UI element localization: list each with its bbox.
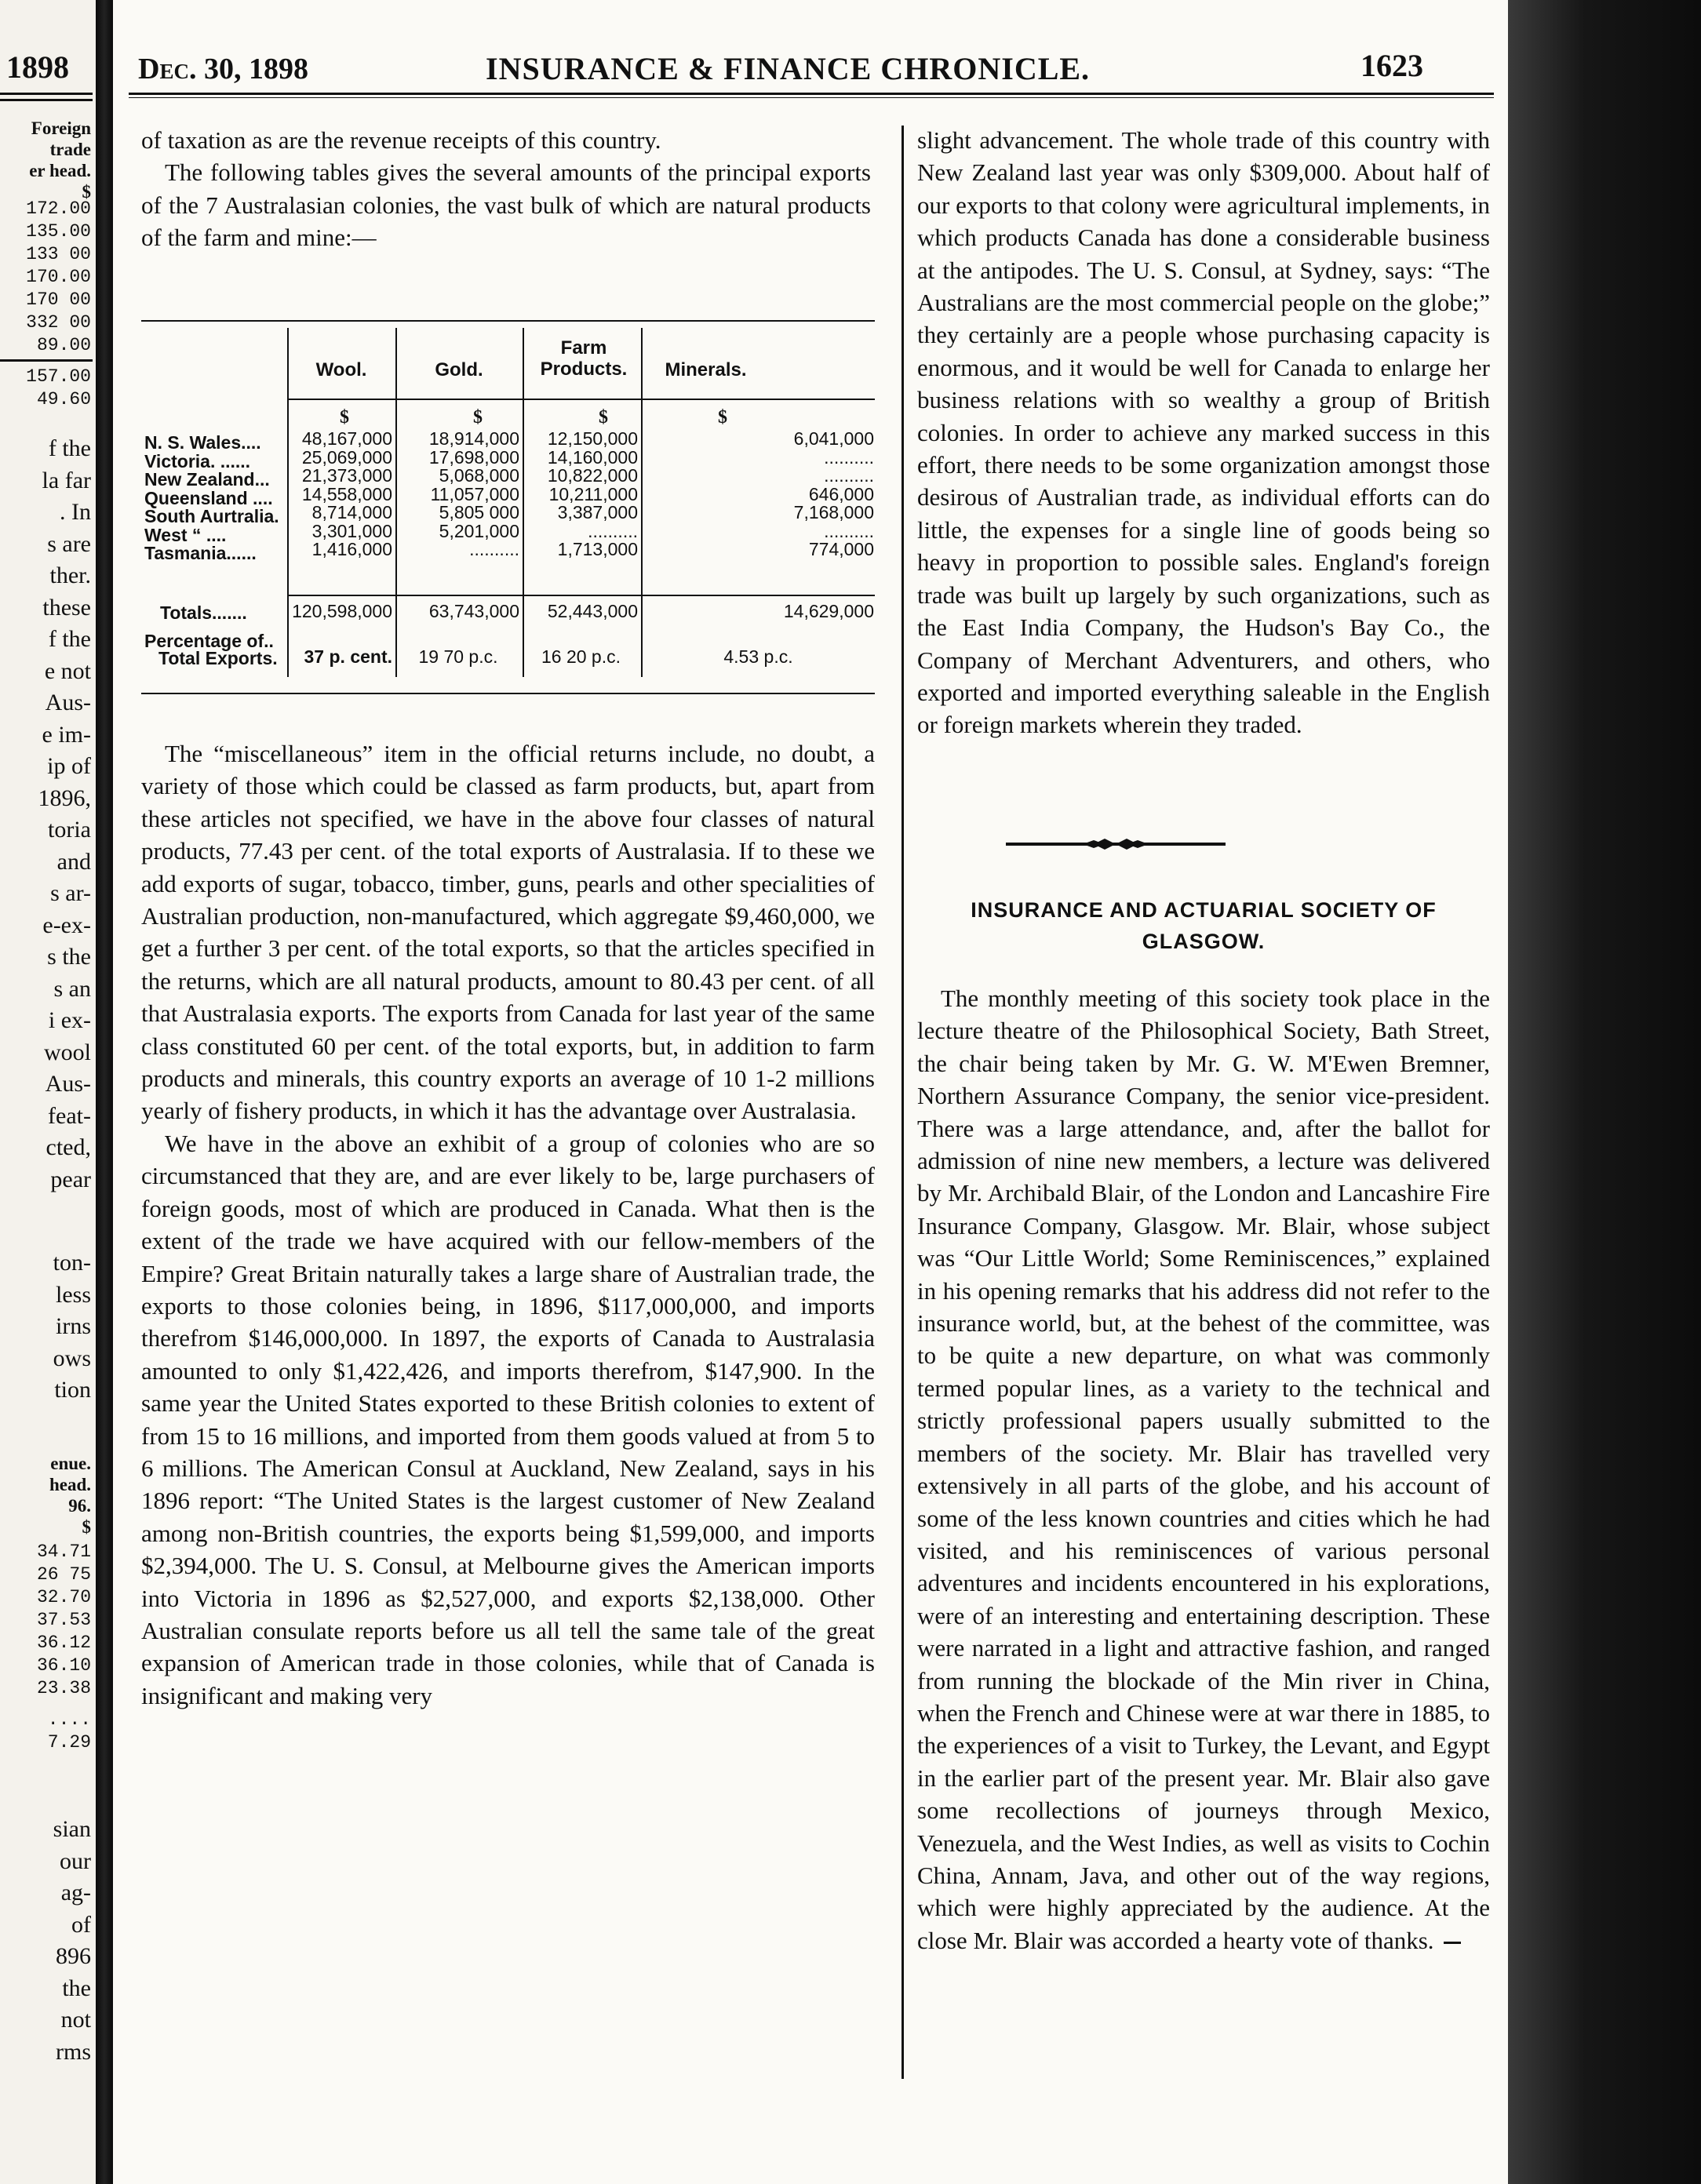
- table-cell: 646,000: [808, 483, 874, 504]
- percentage-label: Percentage of.. Total Exports.: [144, 631, 278, 668]
- left-column-body: [141, 737, 875, 1712]
- table-cell: 1,416,000: [311, 539, 392, 559]
- table-cell: 774,000: [808, 539, 874, 559]
- table-cell: 3,387,000: [557, 502, 638, 522]
- scan-background-edge: [1508, 0, 1701, 2184]
- table-cell: 5,805 000: [439, 502, 519, 522]
- percentage-wool: 37 p. cent.: [304, 646, 392, 667]
- percentage-farm-products: 16 20 p.c.: [541, 646, 621, 667]
- table-cell: 11,057,000: [430, 483, 519, 504]
- ornamental-divider-icon: [1006, 836, 1226, 852]
- previous-page-year: 1898: [6, 49, 69, 85]
- table-unit: $: [473, 407, 483, 428]
- paragraph: We have in the above an exhibit of a group of colonies who are so circumstanced that they are, and are ever likely to be, large purchasers of foreign goods, most of which are produced in Canada. What then is the extent of the trade we have acquired with our fellow-members of the Empire? Great Britain naturally takes a large share of Australian trade, the exports to those colonies being, in 1896, $117,000,000, and imports therefrom $146,000,000. In 1897, the exports of Canada to Australasia amounted to only $1,422,426, and imports therefrom, $147,900. In the same year the United States exported to these British colonies to extent of from 15 to 16 millions, and imported from them goods valued at from 5 to 6 millions. The American Consul at Auckland, New Zealand, says in his 1896 report: “The United States is the largest customer of New Zealand among non-British countries, the exports being $1,599,000, and imports $2,394,000. The U. S. Consul, at Melbourne gives the American imports into Victoria in 1896 as $2,527,000, and exports $2,138,000. Other Australian consulate reports before us all tell the same tale of the great expansion of American trade in those colonies, while that of Canada is insignificant and making very: [141, 1129, 875, 1709]
- totals-label: Totals.......: [160, 602, 247, 623]
- previous-page-text: f the la far . In s are ther. these f the e not Aus- e im- ip of 1896, toria and s ar- e-ex- s the s an i ex- wool Aus- feat- cted, pear: [38, 435, 91, 1192]
- table-cell: ..........: [824, 520, 874, 541]
- table-unit: $: [599, 407, 608, 428]
- previous-page-numbers: 172.00 135.00 133 00 170.00 170 00 332 00 89.00: [26, 198, 91, 355]
- percentage-gold: 19 70 p.c.: [418, 646, 498, 667]
- table-row-labels: [144, 434, 279, 563]
- previous-page-rule: [0, 359, 93, 362]
- table-unit: $: [718, 407, 727, 428]
- table-row-label: Tasmania......: [144, 543, 257, 563]
- table-sum-rule: [287, 595, 875, 596]
- previous-page-numbers: .... 7.29: [47, 1709, 91, 1753]
- table-header-minerals: Minerals.: [665, 359, 747, 380]
- previous-page-heading: enue. head. 96. $: [49, 1454, 91, 1537]
- table-cell: ..........: [824, 446, 874, 468]
- end-mark: [1444, 1942, 1461, 1944]
- table-cell: ..........: [824, 465, 874, 486]
- table-bottom-rule: [141, 693, 875, 694]
- previous-page-numbers: 34.71 26 75 32.70 37.53 36.12 36.10 23.38: [36, 1542, 91, 1698]
- table-cell: 14,558,000: [301, 483, 392, 504]
- previous-page-rule: [0, 99, 93, 101]
- table-cell: ..........: [588, 520, 638, 541]
- table-column-minerals: [643, 430, 874, 559]
- table-cell: 14,160,000: [547, 446, 638, 468]
- table-header-rule: [287, 399, 875, 400]
- table-cell: 10,211,000: [548, 483, 638, 504]
- table-column-wool: [289, 430, 392, 559]
- table-cell: 3,301,000: [311, 520, 392, 541]
- column-divider: [901, 126, 904, 2079]
- table-cell: 5,201,000: [439, 520, 519, 541]
- book-binding-gutter: [96, 0, 113, 2184]
- right-column-article: [917, 982, 1490, 1956]
- table-cell: 10,822,000: [547, 465, 638, 486]
- previous-page-numbers: 157.00 49.60: [26, 366, 91, 410]
- header-rule: [129, 93, 1494, 95]
- total-gold: 63,743,000: [428, 601, 519, 621]
- table-row-label: New Zealand...: [144, 469, 270, 490]
- table-cell: 8,714,000: [311, 502, 392, 522]
- paragraph: The following tables gives the several amounts of the principal exports of the 7 Australasian colonies, the vast bulk of which are natural products of the farm and mine:—: [141, 158, 871, 252]
- table-header-wool: Wool.: [315, 359, 367, 380]
- table-top-rule: [141, 320, 875, 322]
- total-wool: 120,598,000: [292, 601, 392, 621]
- table-cell: 5,068,000: [439, 465, 519, 486]
- newspaper-page: [113, 0, 1508, 2184]
- total-minerals: 14,629,000: [783, 601, 874, 621]
- table-row-label: Queensland ....: [144, 487, 273, 508]
- previous-page-text: sian our ag- of 896 the not rms: [53, 1816, 91, 2065]
- table-cell: 18,914,000: [428, 428, 519, 449]
- table-cell: ..........: [469, 539, 519, 559]
- table-header-gold: Gold.: [435, 359, 483, 380]
- table-cell: 48,167,000: [301, 428, 392, 449]
- page-number: 1623: [1360, 48, 1423, 83]
- table-unit: $: [340, 407, 349, 428]
- header-rule: [129, 97, 1494, 98]
- table-cell: 12,150,000: [547, 428, 638, 449]
- page-date: Dec. 30, 1898: [138, 53, 308, 86]
- percentage-minerals: 4.53 p.c.: [723, 646, 793, 667]
- table-cell: 7,168,000: [793, 502, 874, 522]
- section-heading: INSURANCE AND ACTUARIAL SOCIETY OF GLASGOW.: [971, 898, 1437, 953]
- right-column-continuation: [917, 124, 1490, 741]
- table-cell: 1,713,000: [557, 539, 638, 559]
- previous-page-rule: [0, 93, 93, 95]
- previous-page-heading: Foreign trade er head. $: [29, 118, 91, 202]
- left-column-intro: [141, 124, 871, 254]
- total-farm-products: 52,443,000: [547, 601, 638, 621]
- table-row-label: West “ ....: [144, 524, 227, 545]
- table-header-farm-products: Farm Products.: [540, 337, 628, 380]
- table-cell: 25,069,000: [301, 446, 392, 468]
- table-row-label: South Aurtralia.: [144, 506, 279, 526]
- table-column-gold: [397, 430, 519, 559]
- table-cell: 6,041,000: [793, 428, 874, 449]
- table-cell: 21,373,000: [301, 465, 392, 486]
- table-cell: 17,698,000: [428, 446, 519, 468]
- paragraph: The “miscellaneous” item in the official returns include, no doubt, a variety of those which could be classed as farm products, but, apart from these articles not specified, we have in the above four classes of natural products, 77.43 per cent. of the total exports of Australasia. If to these we add exports of sugar, tobacco, timber, guns, pearls and other specialities of Australian production, non-manufactured, which aggregate $9,460,000, we get a further 3 per cent. of the total exports, so that the articles specified in the returns, which are all natural products, amount to 80.43 per cent. of all that Australasia exports. The exports from Canada for last year of the same class constituted 60 per cent. of the total exports, but, in addition to farm products and minerals, this country exports an average of 10 1-2 millions yearly of fishery products, in which it has the advantage over Australasia.: [141, 740, 875, 1125]
- page-title: INSURANCE & FINANCE CHRONICLE.: [486, 51, 1091, 86]
- previous-page-text: ton- less irns ows tion: [53, 1250, 91, 1403]
- paragraph: of taxation as are the revenue receipts of this country.: [141, 126, 661, 154]
- previous-page-margin: [0, 0, 96, 2184]
- table-row-label: Victoria. ......: [144, 450, 251, 471]
- table-column-farm-products: [524, 430, 638, 559]
- paragraph: The monthly meeting of this society took place in the lecture theatre of the Philosophical Society, Bath Street, the chair being taken by Mr. G. W. M'Ewen Bremner, Northern Assurance Company, the senior vice-president. There was a large attendance, and, after the ballot for admission of nine new members, a lecture was delivered by Mr. Archibald Blair, of the London and Lancashire Fire Insurance Company, Glasgow. Mr. Blair, whose subject was “Our Little World; Some Reminiscences,” explained in his opening remarks that his address did not refer to the insurance world, but, at the behest of the committee, was to be quite a new departure, on what was commonly termed popular lines, as a variety to the technical and strictly professional papers usually submitted to the members of the society. Mr. Blair has travelled very extensively in all parts of the globe, and his account of some of the less known countries and cities which he had visited, and his reminiscences of various personal adventures and incidents encountered in his explorations, were of an interesting and entertaining description. These were narrated in a light and attractive fashion, and ranged from running the blockade of the Min river in China, when the French and Chinese were at war there in 1885, to the experiences of a visit to Turkey, the Levant, and Egypt in the earlier part of the present year. Mr. Blair also gave some recollections of journeys through Mexico, Venezuela, and the West Indies, as well as visits to Cochin China, Annam, Java, and other out of the way regions, which were highly appreciated by the audience. At the close Mr. Blair was accorded a hearty vote of thanks.: [917, 985, 1490, 1954]
- table-row-label: N. S. Wales....: [144, 432, 261, 453]
- paragraph: slight advancement. The whole trade of this country with New Zealand last year was only $309,000. About half of our exports to that colony were agricultural implements, in which products Canada has done a considerable business at the antipodes. The U. S. Consul, at Sydney, says: “The Australians are the most commercial people on the globe;” they certainly are a people whose purchasing capacity is enormous, and it would be well for Canada to enlarge her business relations with so wealthy a group of British colonies. In order to achieve any marked success in this effort, there needs to be some organization amongst those desirous of Australian trade, as individual efforts can do little, the expenses for a single line of goods being so heavy in proportion to possible sales. England's foreign trade was built up largely by such organizations, such as the East India Company, the Hudson's Bay Co., the Company of Merchant Adventurers, and others, who exported and imported everything saleable in the English or foreign markets wherein they traded.: [917, 126, 1490, 739]
